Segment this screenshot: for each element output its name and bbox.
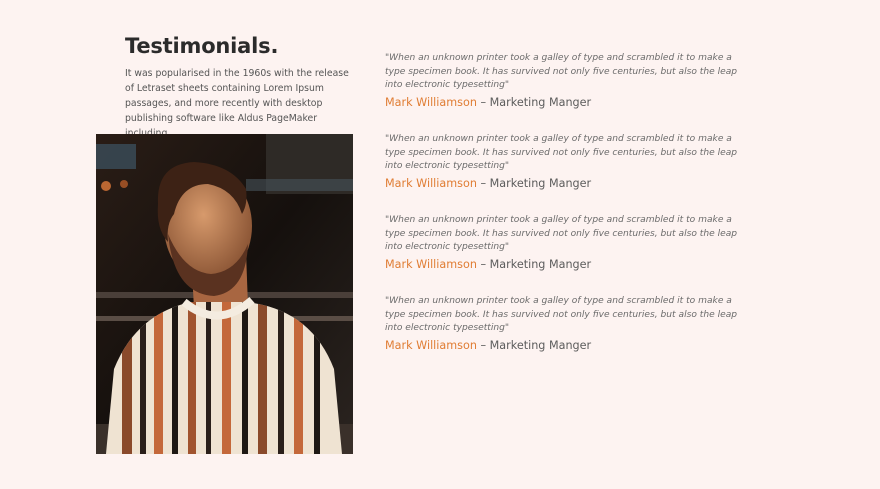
- author-role: Marketing Manger: [489, 176, 592, 190]
- author-separator: –: [480, 176, 487, 190]
- section-intro: It was popularised in the 1960s with the release of Letraset sheets containing Lorem Ipsum passages, and more recently with desktop publishing software like Aldus PageMaker: [125, 68, 349, 124]
- testimonial-quote: "When an unknown printer took a galley of type and scrambled it to make a type specimen book. It has survived not only five centuries, but also the leap into electronic typesetting": [385, 134, 738, 172]
- testimonial-portrait-image: [96, 134, 353, 454]
- testimonial-author: [385, 177, 745, 190]
- author-separator: –: [480, 95, 487, 109]
- author-name: Mark Williamson: [385, 257, 477, 271]
- testimonial-quote: "When an unknown printer took a galley of type and scrambled it to make a type specimen book. It has survived not only five centuries, but also the leap into electronic typesetting": [385, 53, 738, 91]
- author-role: Marketing Manger: [489, 95, 592, 109]
- testimonial-quote: "When an unknown printer took a galley of type and scrambled it to make a type specimen book. It has survived not only five centuries, but also the leap into electronic typesetting": [385, 296, 738, 334]
- author-separator: –: [480, 257, 487, 271]
- testimonial-author: [385, 339, 745, 352]
- testimonial-item: [385, 295, 745, 376]
- testimonial-quote: "When an unknown printer took a galley of type and scrambled it to make a type specimen book. It has survived not only five centuries, but also the leap into electronic typesetting": [385, 215, 738, 253]
- author-separator: –: [480, 338, 487, 352]
- section-title: Testimonials.: [125, 34, 279, 58]
- testimonial-author: [385, 258, 745, 271]
- author-role: Marketing Manger: [489, 257, 592, 271]
- author-name: Mark Williamson: [385, 95, 477, 109]
- author-role: Marketing Manger: [489, 338, 592, 352]
- testimonial-list: [385, 52, 745, 376]
- testimonial-item: [385, 214, 745, 295]
- author-name: Mark Williamson: [385, 176, 477, 190]
- testimonial-item: [385, 52, 745, 133]
- testimonial-item: [385, 133, 745, 214]
- author-name: Mark Williamson: [385, 338, 477, 352]
- testimonial-author: [385, 96, 745, 109]
